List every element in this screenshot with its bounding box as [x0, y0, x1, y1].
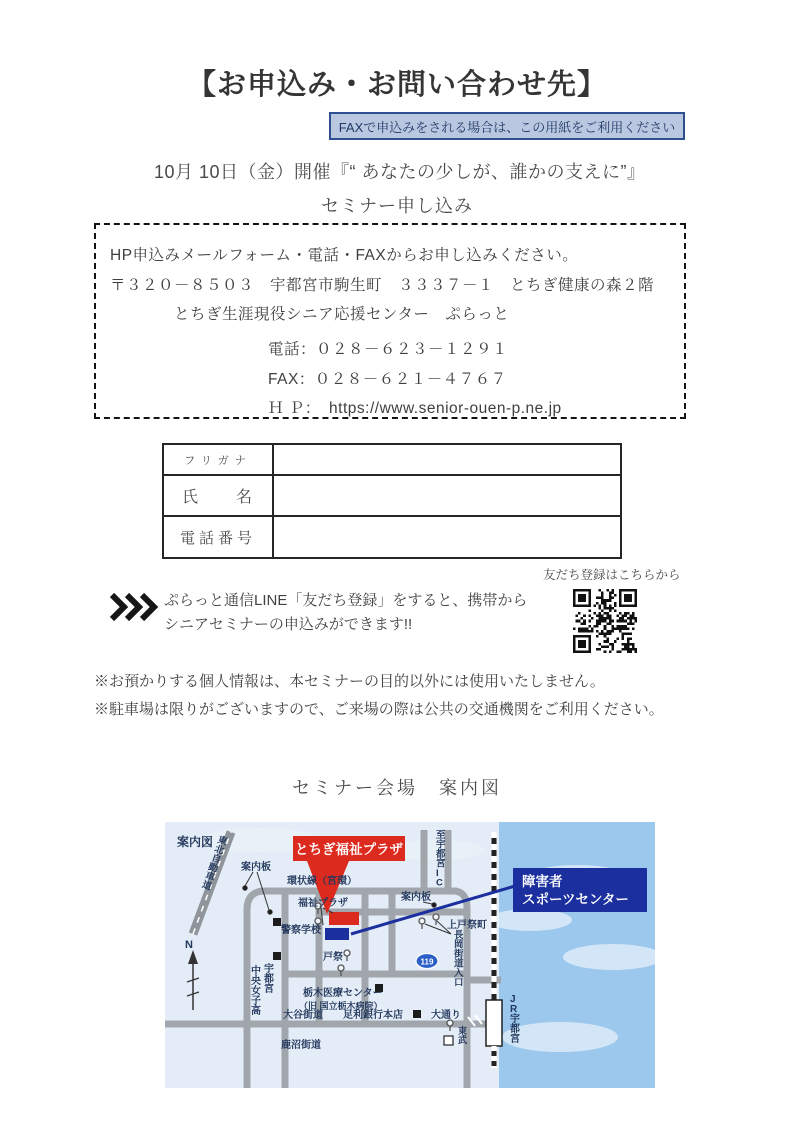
label-police-school: 警察学校: [281, 925, 321, 936]
phone-label: 電話番号: [163, 516, 273, 558]
label-kamitosai-cho: 上戸祭町: [447, 920, 487, 931]
table-row: [163, 475, 621, 516]
label-annaiban-right: 案内板: [401, 892, 431, 903]
contact-org-name: とちぎ生涯現役シニア応援センター ぷらっと: [174, 306, 510, 323]
label-annaiban-left: 案内板: [241, 862, 271, 873]
name-label: 氏 名: [163, 475, 273, 516]
contact-intro: HP申込みメールフォーム・電話・FAXからお申し込みください。: [110, 247, 579, 264]
sports-center-building: [325, 928, 349, 940]
label-utsunomiya: 宇都宮: [264, 964, 274, 995]
contact-address: 〒３２０－８５０３ 宇都宮市駒生町 ３３３７－１ とちぎ健康の森２階: [110, 277, 655, 294]
fax-notice-box: [329, 112, 685, 140]
seminar-form-title: セミナー申し込み: [321, 196, 473, 216]
sports-center-callout-line2: スポーツセンター: [522, 892, 629, 907]
table-row: [163, 444, 621, 475]
station-building: [486, 1000, 502, 1046]
route-119-number: 119: [420, 957, 434, 967]
route-119-shield: [416, 954, 438, 969]
triple-chevron-icon: [107, 592, 161, 622]
privacy-note: ※お預かりする個人情報は、本セミナーの目的以外には使用いたしません。: [94, 673, 605, 690]
qr-code: [573, 589, 637, 653]
label-jr-utsunomiya: J R 宇都宮: [510, 994, 520, 1045]
label-nagaoka-kaido-entrance: 長岡街道入口: [454, 930, 464, 989]
phone-field[interactable]: [273, 516, 621, 558]
label-tohoku-expressway: 東北自動車道: [200, 834, 229, 893]
label-odori: 大通り: [431, 1010, 461, 1021]
parking-note: ※駐車場は限りがございますので、ご来場の際は公共の交通機関をご利用ください。: [94, 701, 664, 718]
label-tobu: 東武: [458, 1026, 468, 1045]
qr-caption: 友だち登録はこちらから: [543, 568, 681, 582]
tobu-station-square: [444, 1036, 453, 1045]
north-label: N: [185, 939, 193, 951]
furigana-label: フリガナ: [163, 444, 273, 475]
furigana-field[interactable]: [273, 444, 621, 475]
table-row: [163, 516, 621, 558]
label-ring-road: 環状線（宮環）: [287, 876, 357, 887]
label-chuo-girls-high: 中央女子高: [251, 966, 261, 1017]
label-fukushi-plaza: 福祉プラザ: [298, 898, 348, 909]
fukushi-plaza-building: [329, 912, 359, 925]
fax-notice-text: FAXで申込みをされる場合は、この用紙をご利用ください: [338, 119, 676, 135]
contact-info-box: [94, 223, 686, 419]
map-caption: 案内図: [177, 835, 214, 849]
label-oya-kaido: 大谷街道: [283, 1010, 323, 1021]
name-field[interactable]: [273, 475, 621, 516]
contact-fax: FAX：０２８－６２１－４７６７: [268, 371, 507, 388]
venue-map: [165, 822, 655, 1088]
fukushi-plaza-callout-text: とちぎ福祉プラザ: [295, 842, 403, 857]
application-form-table: [162, 443, 622, 559]
label-tochigi-medical-sub: （旧 国立栃木病院）: [299, 1001, 383, 1011]
line-promo-text-1: ぷらっと通信LINE「友だち登録」をすると、携帯から: [164, 592, 528, 609]
event-date-line: 10月 10日（金）開催『“ あなたの少しが、誰かの支えに”』: [154, 162, 646, 182]
map-section-heading: セミナー会場 案内図: [292, 778, 502, 798]
contact-homepage-url: Ｈ Ｐ： https://www.senior-ouen-p.ne.jp: [268, 400, 562, 417]
label-tosai: 戸祭: [323, 952, 343, 963]
label-kanuma-kaido: 鹿沼街道: [281, 1040, 321, 1051]
label-tochigi-medical-center: 栃木医療センター: [303, 988, 383, 999]
label-ashikaga-bank: 足利銀行本店: [343, 1010, 403, 1021]
contact-tel: 電話：０２８－６２３－１２９１: [268, 341, 509, 358]
sports-center-callout-line1: 障害者: [522, 874, 563, 889]
page-title: 【お申込み・お問い合わせ先】: [186, 69, 607, 101]
line-promo-text-2: シニアセミナーの申込みができます!!: [164, 616, 413, 633]
label-to-utsunomiya-ic: 至宇都宮 I C: [436, 830, 446, 889]
